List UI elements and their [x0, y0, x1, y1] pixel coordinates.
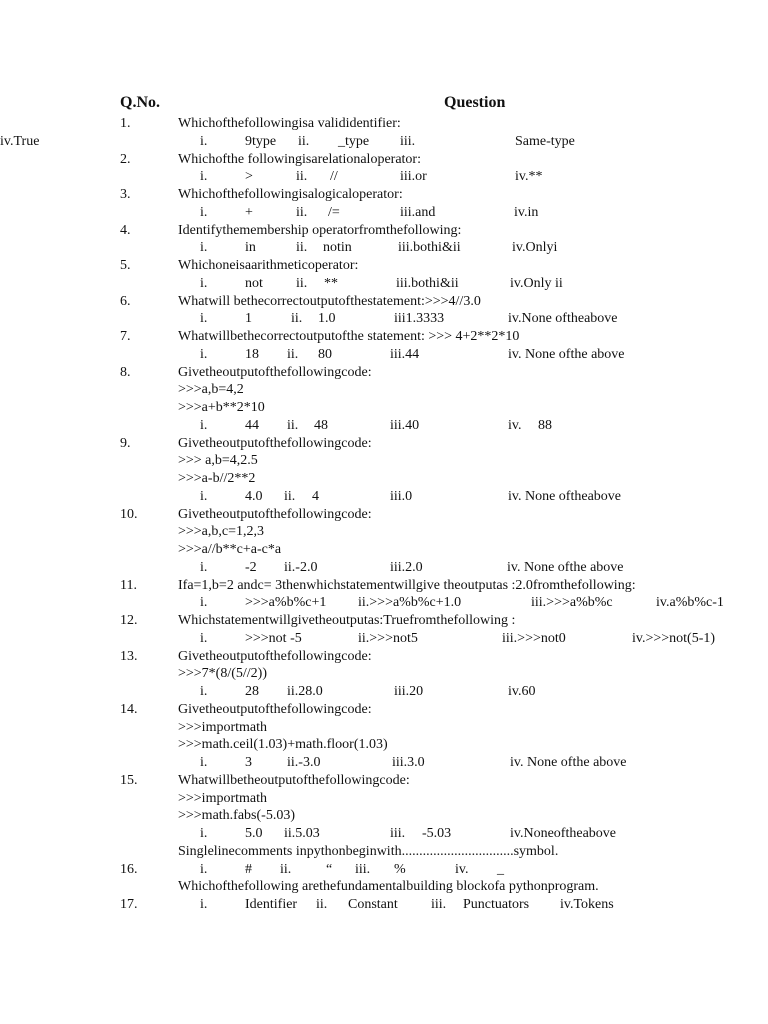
question-number: 10.	[120, 506, 138, 522]
option-token: iv.>>>not(5-1)	[632, 630, 716, 646]
question-item	[0, 577, 768, 613]
question-text: Givetheoutputofthefollowingcode:	[178, 364, 372, 380]
question-line	[0, 736, 768, 754]
question-number: 11.	[120, 577, 137, 593]
option-token: _	[497, 861, 504, 877]
option-token: ii.	[287, 346, 299, 362]
question-item	[0, 612, 768, 648]
question-item	[0, 878, 768, 914]
option-token: “	[326, 861, 333, 877]
option-token: iii.and	[400, 204, 436, 220]
option-token: i.	[200, 275, 208, 291]
options-row	[0, 630, 768, 648]
question-line	[0, 506, 768, 524]
option-token: iv. None ofthe above	[508, 346, 625, 362]
question-line	[0, 293, 768, 311]
option-token: iv.in	[514, 204, 539, 220]
option-token: iii.bothi&ii	[398, 240, 461, 256]
question-line	[0, 151, 768, 169]
code-line: >>>importmath	[178, 719, 268, 735]
option-token: i.	[200, 630, 208, 646]
code-line: >>>a,b,c=1,2,3	[178, 524, 265, 540]
option-token: ii.	[280, 861, 292, 877]
question-text: Whatwill bethecorrectoutputofthestatement:>>>4//3.0	[178, 293, 481, 309]
option-token: ii.	[296, 204, 308, 220]
question-text: Whatwillbetheoutputofthefollowingcode:	[178, 772, 410, 788]
option-token: iii.>>>not0	[502, 630, 566, 646]
option-token: 4.0	[245, 488, 263, 504]
question-text: Whichofthefollowingisalogicaloperator:	[178, 187, 403, 202]
option-token: ii.	[296, 275, 308, 291]
question-header: Question	[444, 94, 506, 111]
option-token: ii.28.0	[287, 684, 323, 699]
question-number: 1.	[120, 116, 131, 131]
question-number: 2.	[120, 151, 131, 167]
option-token: iv.True	[0, 133, 40, 149]
option-token: ii.	[287, 417, 299, 433]
question-item	[0, 222, 768, 258]
question-line	[0, 381, 768, 399]
option-token: iii.2.0	[390, 559, 423, 575]
option-token: Punctuators	[463, 897, 530, 912]
question-number: 7.	[120, 329, 131, 344]
question-line	[0, 435, 768, 453]
question-line	[0, 701, 768, 719]
option-token: iii.	[431, 897, 447, 912]
question-number: 4.	[120, 222, 131, 238]
option-token: 3	[245, 755, 252, 770]
option-token: iv.None oftheabove	[508, 311, 618, 327]
question-number: 6.	[120, 293, 131, 309]
question-item	[0, 701, 768, 772]
option-token: iv.Tokens	[560, 897, 614, 912]
option-token: _type	[338, 133, 370, 149]
option-token: >	[245, 169, 253, 185]
options-row	[0, 754, 768, 772]
option-token: ii.>>>not5	[358, 630, 418, 646]
option-token: %	[394, 861, 406, 877]
options-row	[0, 896, 768, 914]
option-token: 1.0	[318, 311, 336, 327]
question-number: 15.	[120, 772, 138, 788]
question-line	[0, 222, 768, 240]
question-line	[0, 790, 768, 808]
option-token: i.	[200, 133, 208, 149]
option-token: iv.60	[508, 684, 536, 699]
option-token: iii.20	[394, 684, 424, 699]
option-token: >>>a%b%c+1	[245, 595, 327, 611]
code-line: >>>math.fabs(-5.03)	[178, 808, 295, 824]
question-item	[0, 293, 768, 329]
option-token: notin	[323, 240, 352, 256]
question-line	[0, 843, 768, 861]
question-text: Ifa=1,b=2 andc= 3thenwhichstatementwillgive theoutputas :2.0fromthefollowing:	[178, 577, 636, 593]
option-token: 44	[245, 417, 259, 433]
question-line	[0, 328, 768, 346]
option-token: iv.a%b%c-1	[656, 595, 724, 611]
option-token: -5.03	[422, 826, 452, 841]
option-token: i.	[200, 488, 208, 504]
code-line: >>> a,b=4,2.5	[178, 453, 258, 469]
option-token: iii.	[400, 133, 416, 149]
question-item	[0, 843, 768, 879]
option-token: 48	[314, 417, 328, 433]
question-text: Givetheoutputofthefollowingcode:	[178, 506, 372, 522]
question-line	[0, 648, 768, 666]
question-text: Givetheoutputofthefollowingcode:	[178, 701, 372, 717]
option-token: i.	[200, 755, 208, 770]
question-item	[0, 257, 768, 293]
options-row	[0, 133, 768, 151]
option-token: ii.	[296, 169, 308, 185]
option-token: i.	[200, 204, 208, 220]
option-token: iv.Only ii	[510, 275, 563, 291]
option-token: >>>not -5	[245, 630, 302, 646]
question-text: Whichofthefollowing arethefundamentalbuilding blockofa pythonprogram.	[178, 879, 599, 895]
option-token: ii.-2.0	[284, 559, 318, 575]
code-line: >>>7*(8/(5//2))	[178, 666, 268, 682]
question-line	[0, 523, 768, 541]
option-token: **	[324, 275, 338, 291]
question-item	[0, 115, 768, 151]
question-text: Whatwillbethecorrectoutputofthe statement: >>> 4+2**2*10	[178, 329, 520, 344]
question-number: 17.	[120, 897, 138, 912]
code-line: >>>importmath	[178, 790, 268, 806]
question-text: Whichstatementwillgivetheoutputas:Truefromthefollowing :	[178, 613, 516, 628]
option-token: i.	[200, 861, 208, 877]
option-token: ii.	[316, 897, 328, 912]
option-token: iv.Noneoftheabove	[510, 826, 616, 841]
option-token: 4	[312, 488, 319, 504]
question-line	[0, 772, 768, 790]
question-text: Whichofthefollowingisa valididentifier:	[178, 116, 401, 131]
option-token: Same-type	[515, 133, 575, 149]
options-row	[0, 417, 768, 435]
option-token: i.	[200, 240, 208, 256]
question-line	[0, 807, 768, 825]
option-token: ii.-3.0	[287, 755, 321, 770]
option-token: iii.0	[390, 488, 413, 504]
option-token: 18	[245, 346, 259, 362]
question-line	[0, 364, 768, 382]
question-item	[0, 364, 768, 435]
options-row	[0, 204, 768, 222]
question-item	[0, 648, 768, 701]
question-line	[0, 186, 768, 204]
option-token: //	[330, 169, 338, 185]
option-token: i.	[200, 595, 208, 611]
question-item	[0, 186, 768, 222]
options-row	[0, 275, 768, 293]
question-number: 5.	[120, 258, 131, 273]
option-token: iv.Onlyi	[512, 240, 558, 256]
question-number: 13.	[120, 648, 138, 664]
option-token: iv. None oftheabove	[508, 488, 621, 504]
option-token: iii.>>>a%b%c	[531, 595, 613, 611]
question-item	[0, 328, 768, 364]
option-token: iii.44	[390, 346, 420, 362]
question-line	[0, 665, 768, 683]
option-token: ii.5.03	[284, 826, 320, 841]
question-line	[0, 577, 768, 595]
question-line	[0, 719, 768, 737]
option-token: ii.	[296, 240, 308, 256]
option-token: ii.	[298, 133, 310, 149]
options-row	[0, 683, 768, 701]
question-number: 12.	[120, 613, 138, 628]
option-token: 9type	[245, 133, 277, 149]
question-line	[0, 452, 768, 470]
code-line: >>>math.ceil(1.03)+math.floor(1.03)	[178, 737, 388, 753]
question-list	[0, 115, 768, 914]
question-line	[0, 612, 768, 630]
options-row	[0, 825, 768, 843]
options-row	[0, 168, 768, 186]
question-line	[0, 257, 768, 275]
question-text: Givetheoutputofthefollowingcode:	[178, 435, 372, 451]
question-number: 3.	[120, 187, 131, 202]
options-row	[0, 861, 768, 879]
option-token: iii.or	[400, 169, 427, 185]
option-token: in	[245, 240, 256, 256]
option-token: i.	[200, 559, 208, 575]
option-token: 80	[318, 346, 332, 362]
option-token: ii.>>>a%b%c+1.0	[358, 595, 462, 611]
question-number: 16.	[120, 861, 138, 877]
option-token: iii.3.0	[392, 755, 425, 770]
question-line	[0, 115, 768, 133]
option-token: iii.bothi&ii	[396, 275, 459, 291]
question-line	[0, 878, 768, 896]
question-text: Identifythemembership operatorfromthefollowing:	[178, 222, 462, 238]
option-token: iv. None ofthe above	[510, 755, 627, 770]
question-number: 14.	[120, 701, 138, 717]
option-token: i.	[200, 311, 208, 327]
code-line: >>>a//b**c+a-c*a	[178, 542, 282, 557]
option-token: i.	[200, 417, 208, 433]
option-token: not	[245, 275, 263, 291]
options-row	[0, 559, 768, 577]
option-token: i.	[200, 826, 208, 841]
code-line: >>>a,b=4,2	[178, 382, 244, 398]
question-text: Singlelinecomments inpythonbeginwith................................symbol.	[178, 843, 559, 859]
options-row	[0, 488, 768, 506]
option-token: iv.	[508, 417, 522, 433]
option-token: Identifier	[245, 897, 298, 912]
option-token: 5.0	[245, 826, 263, 841]
option-token: 1	[245, 311, 252, 327]
option-token: iii.	[355, 861, 371, 877]
options-row	[0, 346, 768, 364]
option-token: iii.40	[390, 417, 420, 433]
option-token: iv.**	[515, 169, 543, 185]
question-line	[0, 541, 768, 559]
qno-header: Q.No.	[120, 94, 160, 111]
option-token: i.	[200, 346, 208, 362]
options-row	[0, 310, 768, 328]
question-item	[0, 506, 768, 577]
question-text: Givetheoutputofthefollowingcode:	[178, 648, 372, 664]
code-line: >>>a+b**2*10	[178, 400, 265, 415]
question-text: Whichoneisaarithmeticoperator:	[178, 258, 359, 273]
question-line	[0, 470, 768, 488]
option-token: 28	[245, 684, 259, 699]
option-token: +	[245, 204, 253, 220]
option-token: iii1.3333	[394, 311, 445, 327]
option-token: Constant	[348, 897, 398, 912]
options-row	[0, 239, 768, 257]
option-token: i.	[200, 684, 208, 699]
option-token: iii.	[390, 826, 406, 841]
option-token: ii.	[291, 311, 303, 327]
options-row	[0, 594, 768, 612]
question-text: Whichofthe followingisarelationaloperator:	[178, 151, 421, 167]
question-item	[0, 772, 768, 843]
option-token: iv. None ofthe above	[507, 559, 624, 575]
option-token: -2	[245, 559, 257, 575]
question-line	[0, 399, 768, 417]
option-token: /=	[328, 204, 340, 220]
option-token: ii.	[284, 488, 296, 504]
option-token: iv.	[455, 861, 469, 877]
code-line: >>>a-b//2**2	[178, 471, 256, 486]
question-item	[0, 151, 768, 187]
option-token: i.	[200, 897, 208, 912]
option-token: 88	[538, 417, 552, 433]
question-item	[0, 435, 768, 506]
option-token: #	[245, 861, 252, 877]
option-token: i.	[200, 169, 208, 185]
question-number: 9.	[120, 435, 131, 451]
question-number: 8.	[120, 364, 131, 380]
